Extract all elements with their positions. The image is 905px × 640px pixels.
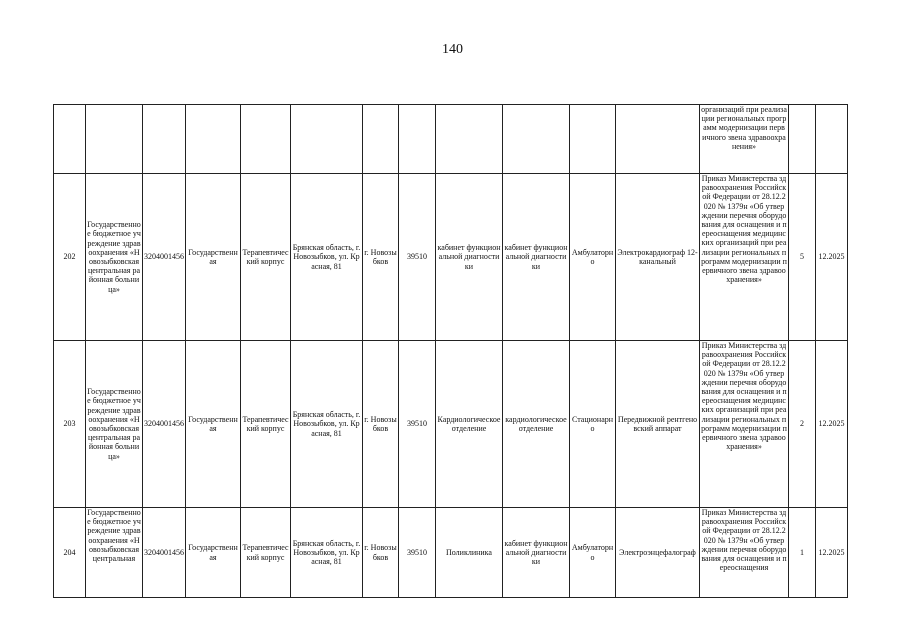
cell-address: Брянская область, г. Новозыбков, ул. Красная, 81	[291, 174, 363, 341]
cell-org: Государственное бюджетное учреждение здравоохранения «Новозыбковская центральная	[86, 508, 143, 598]
cell-care: Амбулаторно	[570, 508, 616, 598]
cell-address	[291, 105, 363, 174]
cell-index: 39510	[399, 341, 436, 508]
cell-date	[816, 105, 848, 174]
cell-subdept	[503, 105, 570, 174]
cell-dept: кабинет функциональной диагностики	[436, 174, 503, 341]
cell-basis: организаций при реализации региональных программ модернизации первичного звена здравоохранения»	[700, 105, 789, 174]
cell-equipment	[616, 105, 700, 174]
cell-equipment: Передвижной рентгеновский аппарат	[616, 341, 700, 508]
cell-num: 204	[54, 508, 86, 598]
cell-date: 12.2025	[816, 508, 848, 598]
cell-address: Брянская область, г. Новозыбков, ул. Красная, 81	[291, 508, 363, 598]
cell-dept	[436, 105, 503, 174]
cell-care: Амбулаторно	[570, 174, 616, 341]
cell-city: г. Новозыбков	[363, 174, 399, 341]
table-row	[54, 508, 848, 598]
table-row	[54, 341, 848, 508]
cell-num	[54, 105, 86, 174]
cell-form: Государственная	[186, 508, 241, 598]
cell-basis: Приказ Министерства здравоохранения Российской Федерации от 28.12.2020 № 1379н «Об утверждении перечня оборудования для оснащения и переоснащения медицинских организаций при реализации региональных программ модернизации первичного звена здравоохранения»	[700, 341, 789, 508]
cell-equipment: Электрокардиограф 12-канальный	[616, 174, 700, 341]
cell-city	[363, 105, 399, 174]
cell-address: Брянская область, г. Новозыбков, ул. Красная, 81	[291, 341, 363, 508]
cell-building: Терапевтический корпус	[241, 508, 291, 598]
cell-basis: Приказ Министерства здравоохранения Российской Федерации от 28.12.2020 № 1379н «Об утверждении перечня оборудования для оснащения и переоснащения	[700, 508, 789, 598]
cell-org: Государственное бюджетное учреждение здравоохранения «Новозыбковская центральная районная больница»	[86, 341, 143, 508]
cell-form: Государственная	[186, 174, 241, 341]
cell-date: 12.2025	[816, 174, 848, 341]
cell-org	[86, 105, 143, 174]
cell-care	[570, 105, 616, 174]
cell-num: 202	[54, 174, 86, 341]
cell-care: Стационарно	[570, 341, 616, 508]
cell-code: 3204001456	[143, 341, 186, 508]
cell-dept: Поликлиника	[436, 508, 503, 598]
cell-subdept: кабинет функциональной диагностики	[503, 174, 570, 341]
cell-form	[186, 105, 241, 174]
table-row	[54, 174, 848, 341]
cell-form: Государственная	[186, 341, 241, 508]
cell-dept: Кардиологическое отделение	[436, 341, 503, 508]
cell-subdept: кабинет функциональной диагностики	[503, 508, 570, 598]
cell-num: 203	[54, 341, 86, 508]
cell-qty: 5	[789, 174, 816, 341]
cell-equipment: Электроэнцефалограф	[616, 508, 700, 598]
cell-index	[399, 105, 436, 174]
table-row-continuation	[54, 105, 848, 174]
cell-code: 3204001456	[143, 174, 186, 341]
equipment-table	[53, 104, 848, 598]
cell-building	[241, 105, 291, 174]
cell-city: г. Новозыбков	[363, 508, 399, 598]
cell-index: 39510	[399, 174, 436, 341]
cell-index: 39510	[399, 508, 436, 598]
cell-qty: 1	[789, 508, 816, 598]
cell-city: г. Новозыбков	[363, 341, 399, 508]
cell-building: Терапевтический корпус	[241, 174, 291, 341]
cell-org: Государственное бюджетное учреждение здравоохранения «Новозыбковская центральная районная больница»	[86, 174, 143, 341]
cell-qty	[789, 105, 816, 174]
cell-qty: 2	[789, 341, 816, 508]
cell-basis: Приказ Министерства здравоохранения Российской Федерации от 28.12.2020 № 1379н «Об утверждении перечня оборудования для оснащения и переоснащения медицинских организаций при реализации региональных программ модернизации первичного звена здравоохранения»	[700, 174, 789, 341]
cell-subdept: кардиологическое отделение	[503, 341, 570, 508]
cell-code: 3204001456	[143, 508, 186, 598]
cell-building: Терапевтический корпус	[241, 341, 291, 508]
cell-date: 12.2025	[816, 341, 848, 508]
cell-code	[143, 105, 186, 174]
page-number: 140	[442, 42, 463, 57]
